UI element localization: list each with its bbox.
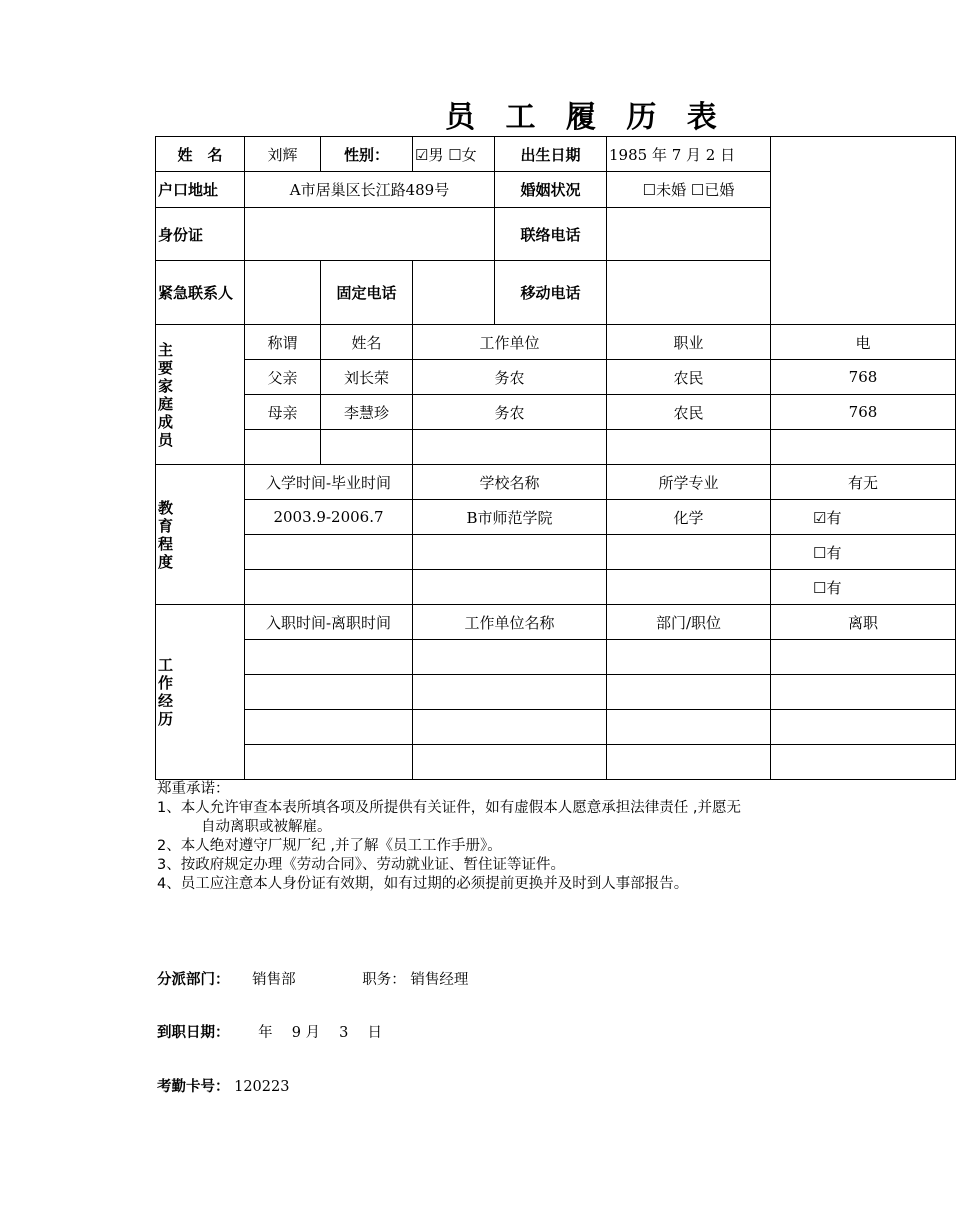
work-cell[interactable]: [245, 640, 413, 675]
family-cell[interactable]: 农民: [607, 395, 771, 430]
family-cell[interactable]: [771, 430, 956, 465]
contact-phone-value[interactable]: [607, 208, 771, 261]
work-cell[interactable]: [413, 710, 607, 745]
work-cell[interactable]: [607, 675, 771, 710]
education-cell[interactable]: [245, 535, 413, 570]
education-cell[interactable]: 化学: [607, 500, 771, 535]
marital-value[interactable]: ☐未婚 ☐已婚: [607, 172, 771, 208]
marital-label: 婚姻状况: [495, 172, 607, 208]
name-label: 姓 名: [156, 137, 245, 172]
notes-item: 3、按政府规定办理《劳动合同》、劳动就业证、暂住证等证件。: [157, 857, 565, 873]
family-cell[interactable]: 务农: [413, 395, 607, 430]
education-cell[interactable]: 2003.9-2006.7: [245, 500, 413, 535]
start-date-value[interactable]: 年 9 月 3 日: [258, 1025, 382, 1041]
emergency-contact-label: 紧急联系人: [156, 261, 245, 325]
dept-value[interactable]: 销售部: [252, 972, 296, 988]
notes-item-continuation: 自动离职或被解雇。: [201, 819, 332, 835]
work-cell[interactable]: [413, 640, 607, 675]
work-cell[interactable]: [413, 745, 607, 780]
family-cell[interactable]: 父亲: [245, 360, 321, 395]
dept-label: 分派部门：: [157, 972, 230, 988]
commitment-notes: [157, 780, 857, 894]
attendance-card-value[interactable]: 120223: [234, 1079, 290, 1095]
education-section-label: 教育程度: [156, 465, 245, 605]
work-cell[interactable]: [607, 640, 771, 675]
emergency-contact-value[interactable]: [245, 261, 321, 325]
family-cell[interactable]: [321, 430, 413, 465]
notes-heading: 郑重承诺：: [157, 781, 230, 797]
family-cell[interactable]: [245, 430, 321, 465]
family-cell[interactable]: 母亲: [245, 395, 321, 430]
address-label: 户口地址: [156, 172, 245, 208]
family-header: 称谓: [245, 325, 321, 360]
education-cell[interactable]: B市师范学院: [413, 500, 607, 535]
work-cell[interactable]: [771, 640, 956, 675]
work-header: 离职: [771, 605, 956, 640]
landline-value[interactable]: [413, 261, 495, 325]
photo-box: [771, 137, 956, 325]
address-value[interactable]: A市居巢区长江路489号: [245, 172, 495, 208]
dob-label: 出生日期: [495, 137, 607, 172]
education-cell[interactable]: ☑有: [771, 500, 956, 535]
start-date-row: [157, 1021, 382, 1042]
family-cell[interactable]: 刘长荣: [321, 360, 413, 395]
education-cell[interactable]: ☐有: [771, 570, 956, 605]
form-title: 员 工 履 历 表: [445, 100, 727, 135]
position-label: 职务：: [362, 972, 406, 988]
work-cell[interactable]: [607, 710, 771, 745]
work-section-label: 工作经历: [156, 605, 245, 780]
work-header: 工作单位名称: [413, 605, 607, 640]
attendance-card-label: 考勤卡号：: [157, 1079, 230, 1095]
family-cell[interactable]: 务农: [413, 360, 607, 395]
resume-table: [155, 136, 956, 780]
contact-phone-label: 联络电话: [495, 208, 607, 261]
dept-row: [157, 968, 468, 989]
work-cell[interactable]: [413, 675, 607, 710]
family-cell[interactable]: [607, 430, 771, 465]
family-header: 姓名: [321, 325, 413, 360]
work-cell[interactable]: [771, 710, 956, 745]
position-value[interactable]: 销售经理: [410, 972, 469, 988]
family-header: 工作单位: [413, 325, 607, 360]
resume-form: [155, 136, 878, 778]
work-cell[interactable]: [771, 675, 956, 710]
notes-item: 4、员工应注意本人身份证有效期，如有过期的必须提前更换并及时到人事部报告。: [157, 876, 689, 892]
work-cell[interactable]: [245, 675, 413, 710]
attendance-card-row: [157, 1075, 289, 1096]
education-cell[interactable]: [607, 570, 771, 605]
family-cell[interactable]: 768: [771, 395, 956, 430]
family-cell[interactable]: 李慧珍: [321, 395, 413, 430]
education-cell[interactable]: [413, 535, 607, 570]
start-date-label: 到职日期：: [157, 1025, 230, 1041]
family-cell[interactable]: 农民: [607, 360, 771, 395]
mobile-value[interactable]: [607, 261, 771, 325]
work-cell[interactable]: [771, 745, 956, 780]
work-cell[interactable]: [245, 745, 413, 780]
education-header: 学校名称: [413, 465, 607, 500]
family-header: 电: [771, 325, 956, 360]
family-section-label: 主要家庭成员: [156, 325, 245, 465]
notes-item: 1、本人允许审查本表所填各项及所提供有关证件，如有虚假本人愿意承担法律责任 ,并愿无: [157, 800, 741, 816]
name-value[interactable]: 刘辉: [245, 137, 321, 172]
work-header: 部门/职位: [607, 605, 771, 640]
family-cell[interactable]: 768: [771, 360, 956, 395]
education-header: 有无: [771, 465, 956, 500]
id-card-label: 身份证: [156, 208, 245, 261]
mobile-label: 移动电话: [495, 261, 607, 325]
landline-label: 固定电话: [321, 261, 413, 325]
education-cell[interactable]: [607, 535, 771, 570]
work-header: 入职时间-离职时间: [245, 605, 413, 640]
education-cell[interactable]: [245, 570, 413, 605]
education-cell[interactable]: ☐有: [771, 535, 956, 570]
work-cell[interactable]: [607, 745, 771, 780]
education-header: 所学专业: [607, 465, 771, 500]
family-header: 职业: [607, 325, 771, 360]
gender-value[interactable]: ☑男 ☐女: [413, 137, 495, 172]
id-card-value[interactable]: [245, 208, 495, 261]
work-cell[interactable]: [245, 710, 413, 745]
education-cell[interactable]: [413, 570, 607, 605]
dob-value[interactable]: 1985 年 7 月 2 日: [607, 137, 771, 172]
gender-label: 性别：: [321, 137, 413, 172]
family-cell[interactable]: [413, 430, 607, 465]
notes-item: 2、本人绝对遵守厂规厂纪 ,并了解《员工工作手册》。: [157, 838, 502, 854]
education-header: 入学时间-毕业时间: [245, 465, 413, 500]
